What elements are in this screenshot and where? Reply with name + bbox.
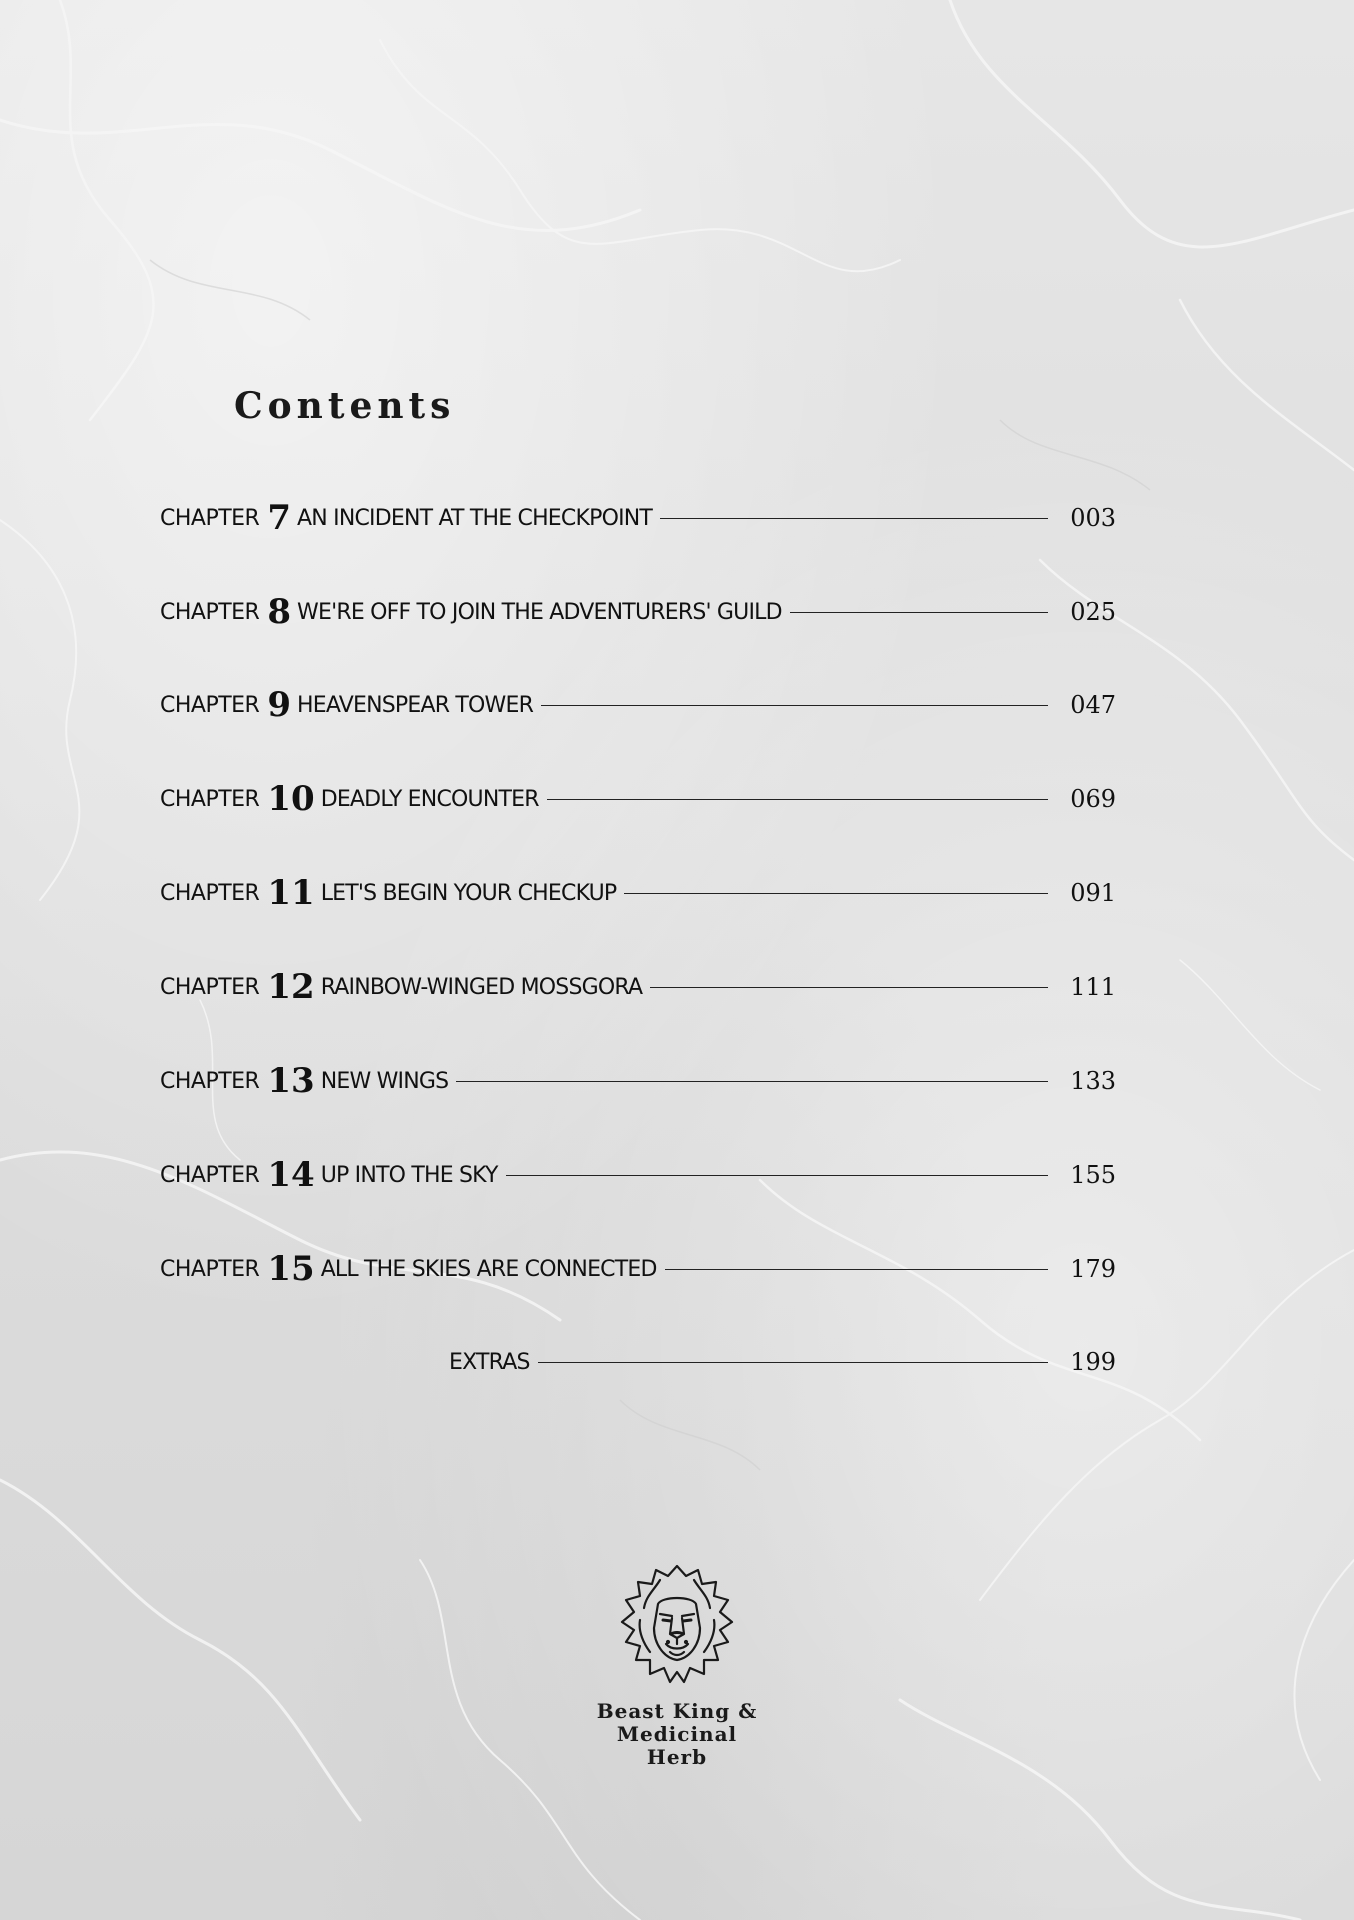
- page-number: 025: [1070, 598, 1116, 626]
- chapter-label: CHAPTER: [160, 1068, 260, 1094]
- chapter-number: 14: [267, 1155, 315, 1195]
- toc-entry: [160, 680, 1116, 730]
- page-number: 133: [1070, 1067, 1116, 1095]
- leader-line: [547, 799, 1048, 800]
- chapter-label: CHAPTER: [160, 786, 260, 812]
- logo-line: Beast King &: [596, 1699, 758, 1723]
- chapter-title: WE'RE OFF TO JOIN THE ADVENTURERS' GUILD: [297, 599, 782, 625]
- page-number: 179: [1070, 1255, 1116, 1283]
- chapter-title: UP INTO THE SKY: [320, 1162, 498, 1188]
- chapter-label: CHAPTER: [160, 599, 260, 625]
- chapter-title: RAINBOW-WINGED MOSSGORA: [320, 974, 643, 1000]
- leader-line: [506, 1175, 1048, 1176]
- chapter-label: CHAPTER: [160, 505, 260, 531]
- chapter-title: DEADLY ENCOUNTER: [320, 786, 539, 812]
- chapter-label: CHAPTER: [160, 1162, 260, 1188]
- chapter-title: AN INCIDENT AT THE CHECKPOINT: [297, 505, 653, 531]
- chapter-number: 10: [267, 779, 315, 819]
- chapter-title: ALL THE SKIES ARE CONNECTED: [320, 1256, 657, 1282]
- leader-line: [541, 705, 1048, 706]
- leader-line: [456, 1081, 1048, 1082]
- chapter-number: 8: [267, 592, 292, 632]
- logo-wordmark: [592, 1700, 762, 1769]
- chapter-title: NEW WINGS: [320, 1068, 449, 1094]
- chapter-number: 11: [267, 873, 315, 913]
- toc-entry: [160, 493, 1116, 543]
- leader-line: [538, 1362, 1048, 1363]
- chapter-number: 12: [267, 967, 315, 1007]
- chapter-number: 15: [267, 1249, 315, 1289]
- toc-entry-extras: [160, 1337, 1116, 1387]
- leader-line: [660, 518, 1048, 519]
- page-title: Contents: [234, 385, 456, 427]
- series-logo: [592, 1560, 762, 1769]
- chapter-number: 7: [267, 498, 292, 538]
- leader-line: [624, 893, 1048, 894]
- chapter-number: 9: [267, 685, 292, 725]
- page-number: 111: [1070, 973, 1116, 1001]
- chapter-label: CHAPTER: [160, 692, 260, 718]
- leader-line: [650, 987, 1048, 988]
- chapter-title: HEAVENSPEAR TOWER: [297, 692, 534, 718]
- page-number: 069: [1070, 785, 1116, 813]
- page-number: 047: [1070, 691, 1116, 719]
- leader-line: [665, 1269, 1048, 1270]
- toc-entry: [160, 868, 1116, 918]
- page-number: 199: [1070, 1348, 1116, 1376]
- chapter-label: CHAPTER: [160, 974, 260, 1000]
- toc-entry: [160, 1150, 1116, 1200]
- toc-entry: [160, 774, 1116, 824]
- chapter-number: 13: [267, 1061, 315, 1101]
- toc-entry: [160, 587, 1116, 637]
- lion-head-icon: [610, 1560, 744, 1694]
- toc-entry: [160, 1056, 1116, 1106]
- logo-line: Medicinal: [616, 1722, 738, 1746]
- page-number: 003: [1070, 504, 1116, 532]
- chapter-label: CHAPTER: [160, 880, 260, 906]
- page-number: 155: [1070, 1161, 1116, 1189]
- extras-title: EXTRAS: [449, 1349, 530, 1375]
- chapter-label: CHAPTER: [160, 1256, 260, 1282]
- logo-line: Herb: [646, 1745, 708, 1769]
- page-number: 091: [1070, 879, 1116, 907]
- chapter-title: LET'S BEGIN YOUR CHECKUP: [320, 880, 617, 906]
- toc-entry: [160, 1244, 1116, 1294]
- toc-entry: [160, 962, 1116, 1012]
- leader-line: [790, 612, 1048, 613]
